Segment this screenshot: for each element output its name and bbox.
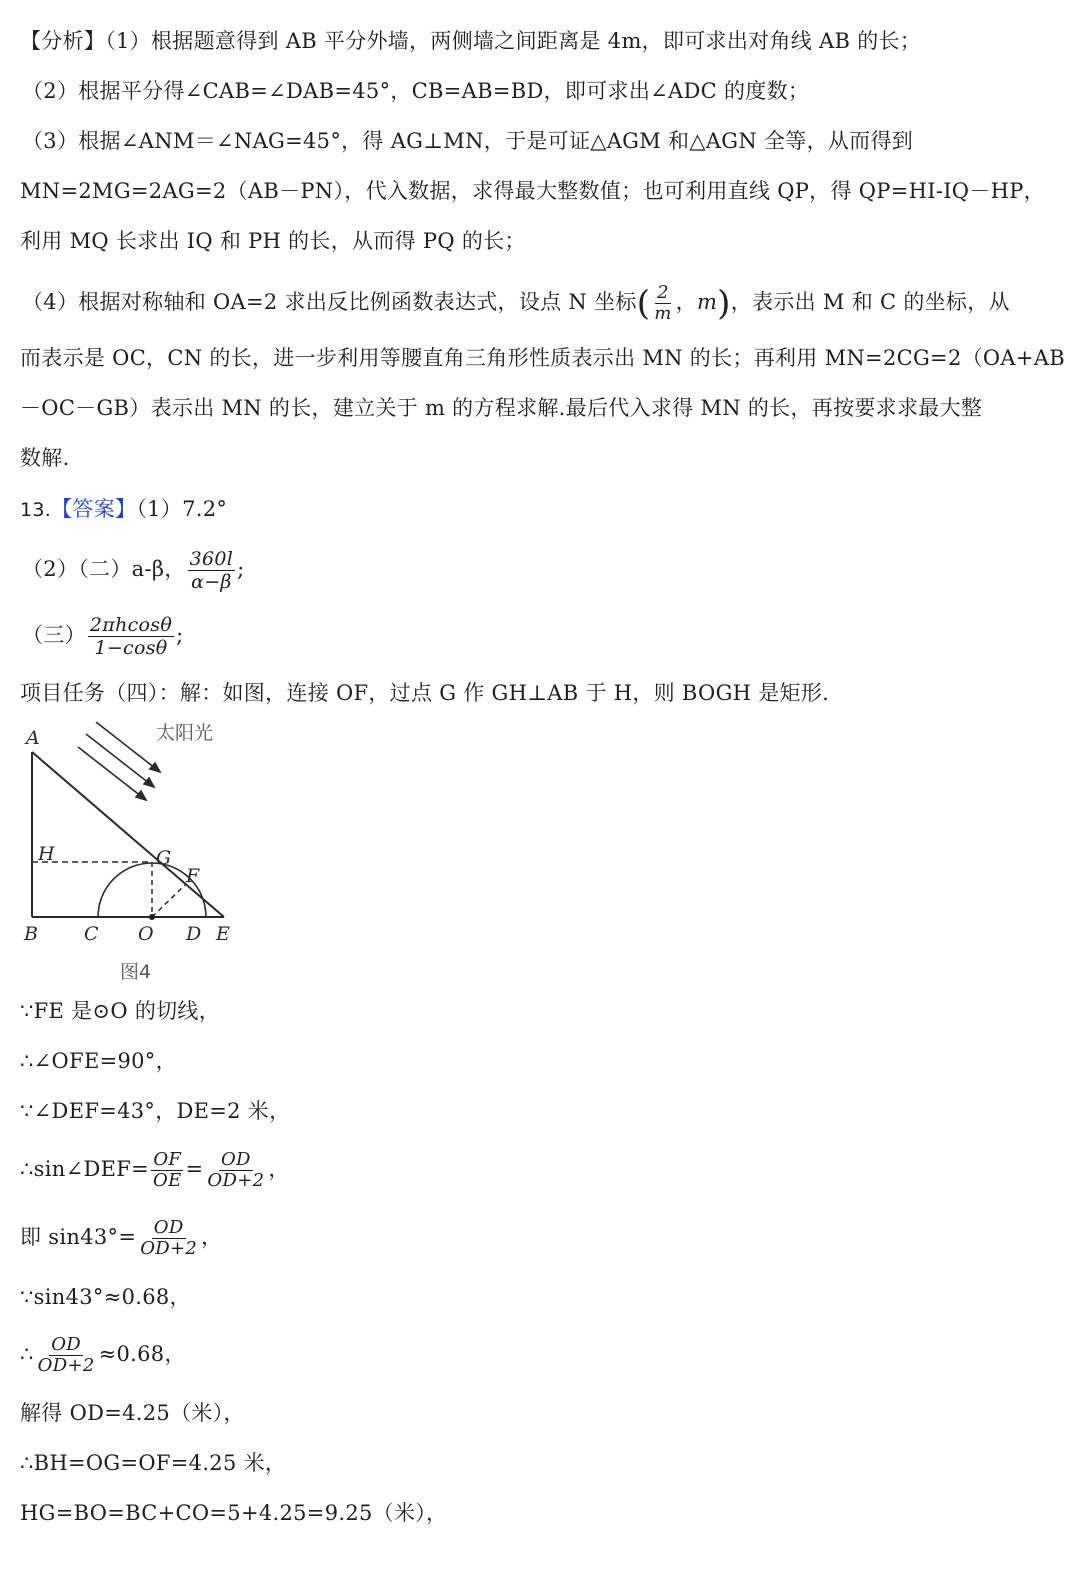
fraction-od-over-od-plus-2: $\frac{OD}{OD+2}$ [37,1334,95,1376]
solution-step-4: ∴sin∠DEF= $\frac{OF}{OE}$ = $\frac{OD}{OD+2}$ ， [20,1149,290,1191]
answer-part2-fraction: $\frac{360l}{\alpha-\beta}$ [189,548,234,593]
answer-part3-fraction: $\frac{2\pi hcos\theta}{1-\cos\theta}$ [89,614,173,659]
solution-step-1: ∵FE 是⊙O 的切线， [20,999,221,1023]
svg-text:G: G [156,847,172,869]
svg-text:C: C [84,923,99,945]
solution-step-5: 即 sin43°= $\frac{OD}{OD+2}$ ， [20,1217,223,1259]
task4-intro: 项目任务（四）：解：如图，连接 OF，过点 G 作 GH⊥AB 于 H，则 BOGH 是矩形. [20,681,830,705]
analysis-p3-line3: 利用 MQ 长求出 IQ 和 PH 的长，从而得 PQ 的长； [20,229,526,253]
figure-caption: 图4 [120,961,152,983]
analysis-p4-line1: （4）根据对称轴和 OA=2 求出反比例函数表达式，设点 N 坐标( $\frac{2}{m}$ ，m)，表示出 M 和 C 的坐标，从 [22,282,1010,324]
svg-text:H: H [38,843,55,865]
svg-text:E: E [216,923,230,945]
solution-step-2: ∴∠OFE=90°， [20,1049,177,1073]
svg-text:F: F [186,865,200,887]
solution-step-8: 解得 OD=4.25（米）， [20,1401,245,1425]
analysis-p4-line2: 而表示是 OC，CN 的长，进一步利用等腰直角三角形性质表示出 MN 的长；再利用 MN=2CG=2（OA+AB [20,346,1065,370]
question-number: 13. [20,499,52,521]
analysis-p3-line1: （3）根据∠ANM＝∠NAG=45°，得 AG⊥MN，于是可证△AGM 和△AGN 全等，从而得到 [22,129,914,153]
solution-step-6: ∵sin43°≈0.68， [20,1285,191,1309]
analysis-p4-line3: －OC－GB）表示出 MN 的长，建立关于 m 的方程求解.最后代入求得 MN 的长，再按要求求最大整 [20,396,983,420]
solution-step-9: ∴BH=OG=OF=4.25 米， [20,1451,287,1475]
answer-part1: 13.【答案】（1）7.2° [20,497,228,521]
analysis-p3-line2: MN=2MG=2AG=2（AB－PN），代入数据，求得最大整数值；也可利用直线 QP，得 QP=HI-IQ－HP， [20,179,1045,203]
coord-fraction: $\frac{2}{m}$ [654,282,672,324]
fraction-od-over-od-plus-2: $\frac{OD}{OD+2}$ [207,1149,265,1191]
paren-right: ) [717,283,731,324]
sunlight-label: 太阳光 [156,722,214,744]
center-point-o [149,914,155,920]
analysis-p2: （2）根据平分得∠CAB=∠DAB=45°，CB=AB=BD，即可求出∠ADC 的度数； [22,79,810,103]
svg-text:D: D [186,923,202,945]
svg-text:B: B [24,923,38,945]
svg-text:O: O [138,923,154,945]
analysis-p1: 【分析】（1）根据题意得到 AB 平分外墙，两侧墙之间距离是 4m，即可求出对角线 AB 的长； [20,29,922,53]
analysis-p4-line4: 数解. [20,446,70,470]
answer-label: 【答案】 [51,497,137,521]
fraction-od-over-od-plus-2: $\frac{OD}{OD+2}$ [140,1217,198,1259]
svg-text:A: A [26,727,40,749]
answer-part2: （2）（二）a-β， $\frac{360l}{\alpha-\beta}$ ; [22,548,245,593]
geometry-figure-4 [14,722,254,984]
fraction-of-oe: $\frac{OF}{OE}$ [153,1149,182,1191]
analysis-label: 【分析】 [20,29,106,53]
answer-part3: （三） $\frac{2\pi hcos\theta}{1-\cos\theta}$ ; [22,614,184,659]
paren-left: ( [636,283,651,324]
solution-step-3: ∵∠DEF=43°，DE=2 米， [20,1099,291,1123]
solution-step-10: HG=BO=BC+CO=5+4.25=9.25（米）， [20,1501,448,1525]
solution-step-7: ∴ $\frac{OD}{OD+2}$ ≈0.68， [20,1334,186,1376]
sunlight-arrows-icon [78,722,160,800]
